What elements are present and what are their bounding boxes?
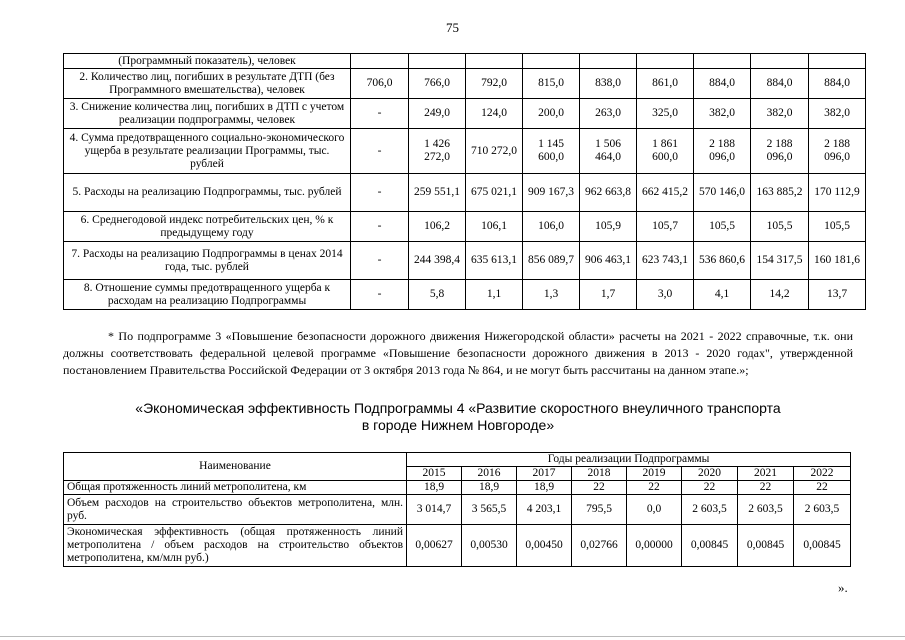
table-cell: 3 014,7	[407, 495, 462, 525]
table-cell: 105,9	[580, 212, 637, 242]
table-row	[64, 99, 866, 129]
table-cell: 2 188 096,0	[751, 129, 809, 174]
table-cell: 884,0	[751, 69, 809, 99]
table-cell: 766,0	[409, 69, 466, 99]
table-cell: -	[351, 174, 409, 212]
table-cell: 2 188 096,0	[694, 129, 751, 174]
table-cell: 163 885,2	[751, 174, 809, 212]
table-cell: 1 145 600,0	[523, 129, 580, 174]
table-cell: -	[351, 280, 409, 310]
table-cell: 884,0	[809, 69, 866, 99]
table-cell	[580, 54, 637, 69]
table-cell: 2 603,5	[738, 495, 794, 525]
table-row	[64, 242, 866, 280]
table-cell: 200,0	[523, 99, 580, 129]
row-label: 5. Расходы на реализацию Подпрограммы, тыс. рублей	[64, 174, 351, 212]
table-cell: 18,9	[407, 481, 462, 495]
section-heading	[63, 400, 853, 434]
table-cell: 706,0	[351, 69, 409, 99]
table-cell: 4 203,1	[517, 495, 572, 525]
row-label: 2. Количество лиц, погибших в результате ДТП (без Программного вмешательства), человек	[64, 69, 351, 99]
year-header: 2016	[462, 467, 517, 481]
table-cell: 22	[572, 481, 627, 495]
table-cell: 0,00450	[517, 525, 572, 567]
table-cell: 884,0	[694, 69, 751, 99]
table-cell	[751, 54, 809, 69]
table-cell: 962 663,8	[580, 174, 637, 212]
closing-quote: ».	[838, 580, 848, 595]
table-cell: 815,0	[523, 69, 580, 99]
table-cell: 1 426 272,0	[409, 129, 466, 174]
table-cell: 2 188 096,0	[809, 129, 866, 174]
table-cell: 105,7	[637, 212, 694, 242]
table-row	[64, 129, 866, 174]
page-number: 75	[446, 20, 459, 35]
efficiency-table-subprogram-3	[63, 53, 866, 310]
footnote: * По подпрограмме 3 «Повышение безопасности дорожного движения Нижегородской области» расчеты на 2021 - 2022 справочные, т.к. они должны соответствовать федеральной целевой программе «Повышение безопасности дорожного движения в 2013 - 2020 годах", утвержденной постановлением Правительства Российской Федерации от 3 октября 2013 года № 864, и не могут быть рассчитаны на данном этапе.»;	[63, 329, 853, 377]
table-cell: 838,0	[580, 69, 637, 99]
table-cell: 0,0	[627, 495, 682, 525]
table-cell: 382,0	[694, 99, 751, 129]
table-cell: 909 167,3	[523, 174, 580, 212]
table-cell: 5,8	[409, 280, 466, 310]
table-cell: 675 021,1	[466, 174, 523, 212]
table-cell: -	[351, 212, 409, 242]
table-cell: 1,3	[523, 280, 580, 310]
table-cell: 710 272,0	[466, 129, 523, 174]
table-cell: 861,0	[637, 69, 694, 99]
table-cell: 170 112,9	[809, 174, 866, 212]
row-label: 8. Отношение суммы предотвращенного ущерба к расходам на реализацию Подпрограммы	[64, 280, 351, 310]
table-cell: 570 146,0	[694, 174, 751, 212]
table-cell: 106,1	[466, 212, 523, 242]
table-cell	[523, 54, 580, 69]
table-row	[64, 481, 851, 495]
table-cell: 22	[794, 481, 851, 495]
table-cell: 263,0	[580, 99, 637, 129]
table-cell: 13,7	[809, 280, 866, 310]
year-header: 2021	[738, 467, 794, 481]
table-cell: 154 317,5	[751, 242, 809, 280]
table-cell: 22	[682, 481, 738, 495]
table-cell: 0,00845	[794, 525, 851, 567]
year-header: 2020	[682, 467, 738, 481]
table-row	[64, 54, 866, 69]
row-label: Объем расходов на строительство объектов метрополитена, млн. руб.	[64, 495, 407, 525]
table-cell: 22	[627, 481, 682, 495]
table-cell: 0,00000	[627, 525, 682, 567]
table-cell: 18,9	[517, 481, 572, 495]
table-cell	[351, 54, 409, 69]
section-heading-line-1: «Экономическая эффективность Подпрограммы 4 «Развитие скоростного внеуличного транспорта	[135, 400, 781, 416]
table-cell: 1 861 600,0	[637, 129, 694, 174]
year-header: 2022	[794, 467, 851, 481]
table-cell	[637, 54, 694, 69]
table-cell: 382,0	[809, 99, 866, 129]
table-cell	[694, 54, 751, 69]
table-cell: 160 181,6	[809, 242, 866, 280]
table-row	[64, 212, 866, 242]
table-cell: 1 506 464,0	[580, 129, 637, 174]
table-cell: 105,5	[809, 212, 866, 242]
table-cell: 856 089,7	[523, 242, 580, 280]
table-cell: 906 463,1	[580, 242, 637, 280]
table-cell: 325,0	[637, 99, 694, 129]
table-cell: 249,0	[409, 99, 466, 129]
table-cell	[466, 54, 523, 69]
table-cell: -	[351, 99, 409, 129]
table-cell: 105,5	[694, 212, 751, 242]
table-cell: 623 743,1	[637, 242, 694, 280]
table2-header-row	[64, 453, 851, 467]
table-cell: 2 603,5	[794, 495, 851, 525]
row-label: 7. Расходы на реализацию Подпрограммы в ценах 2014 года, тыс. рублей	[64, 242, 351, 280]
year-header: 2015	[407, 467, 462, 481]
page-edge-line	[0, 636, 905, 637]
table-cell: 536 860,6	[694, 242, 751, 280]
table-cell	[809, 54, 866, 69]
table-cell: 106,0	[523, 212, 580, 242]
year-header: 2019	[627, 467, 682, 481]
table-cell: 382,0	[751, 99, 809, 129]
table-cell: 0,00530	[462, 525, 517, 567]
table-cell: -	[351, 129, 409, 174]
row-label: 4. Сумма предотвращенного социально-экономического ущерба в результате реализации Программы, тыс. рублей	[64, 129, 351, 174]
table-cell: -	[351, 242, 409, 280]
table-cell: 14,2	[751, 280, 809, 310]
table-cell: 4,1	[694, 280, 751, 310]
table-cell: 3 565,5	[462, 495, 517, 525]
row-label: Экономическая эффективность (общая протяженность линий метрополитена / объем расходов на строительство объектов метрополитена, км/млн руб.)	[64, 525, 407, 567]
table-row	[64, 174, 866, 212]
table-row	[64, 495, 851, 525]
name-column-header: Наименование	[64, 453, 407, 481]
table-cell: 792,0	[466, 69, 523, 99]
section-heading-line-2: в городе Нижнем Новгороде»	[361, 417, 555, 433]
year-header: 2018	[572, 467, 627, 481]
row-label: 6. Среднегодовой индекс потребительских цен, % к предыдущему году	[64, 212, 351, 242]
table-cell: 244 398,4	[409, 242, 466, 280]
year-header: 2017	[517, 467, 572, 481]
table-cell: 105,5	[751, 212, 809, 242]
table-cell: 22	[738, 481, 794, 495]
table-cell: 1,7	[580, 280, 637, 310]
efficiency-table-subprogram-4	[63, 452, 851, 567]
table-cell: 662 415,2	[637, 174, 694, 212]
table-cell	[409, 54, 466, 69]
table-row	[64, 69, 866, 99]
table-cell: 0,00627	[407, 525, 462, 567]
table-cell: 106,2	[409, 212, 466, 242]
table-row	[64, 525, 851, 567]
row-label: 3. Снижение количества лиц, погибших в ДТП с учетом реализации подпрограммы, человек	[64, 99, 351, 129]
row-label: Общая протяженность линий метрополитена, км	[64, 481, 407, 495]
table-cell: 124,0	[466, 99, 523, 129]
table-row	[64, 280, 866, 310]
years-group-header: Годы реализации Подпрограммы	[407, 453, 851, 467]
table-cell: 1,1	[466, 280, 523, 310]
table-cell: 0,02766	[572, 525, 627, 567]
table-cell: 795,5	[572, 495, 627, 525]
row-label: (Программный показатель), человек	[64, 54, 351, 69]
table-cell: 18,9	[462, 481, 517, 495]
table-cell: 3,0	[637, 280, 694, 310]
table-cell: 635 613,1	[466, 242, 523, 280]
table-cell: 0,00845	[682, 525, 738, 567]
table-cell: 2 603,5	[682, 495, 738, 525]
table-cell: 0,00845	[738, 525, 794, 567]
table-cell: 259 551,1	[409, 174, 466, 212]
